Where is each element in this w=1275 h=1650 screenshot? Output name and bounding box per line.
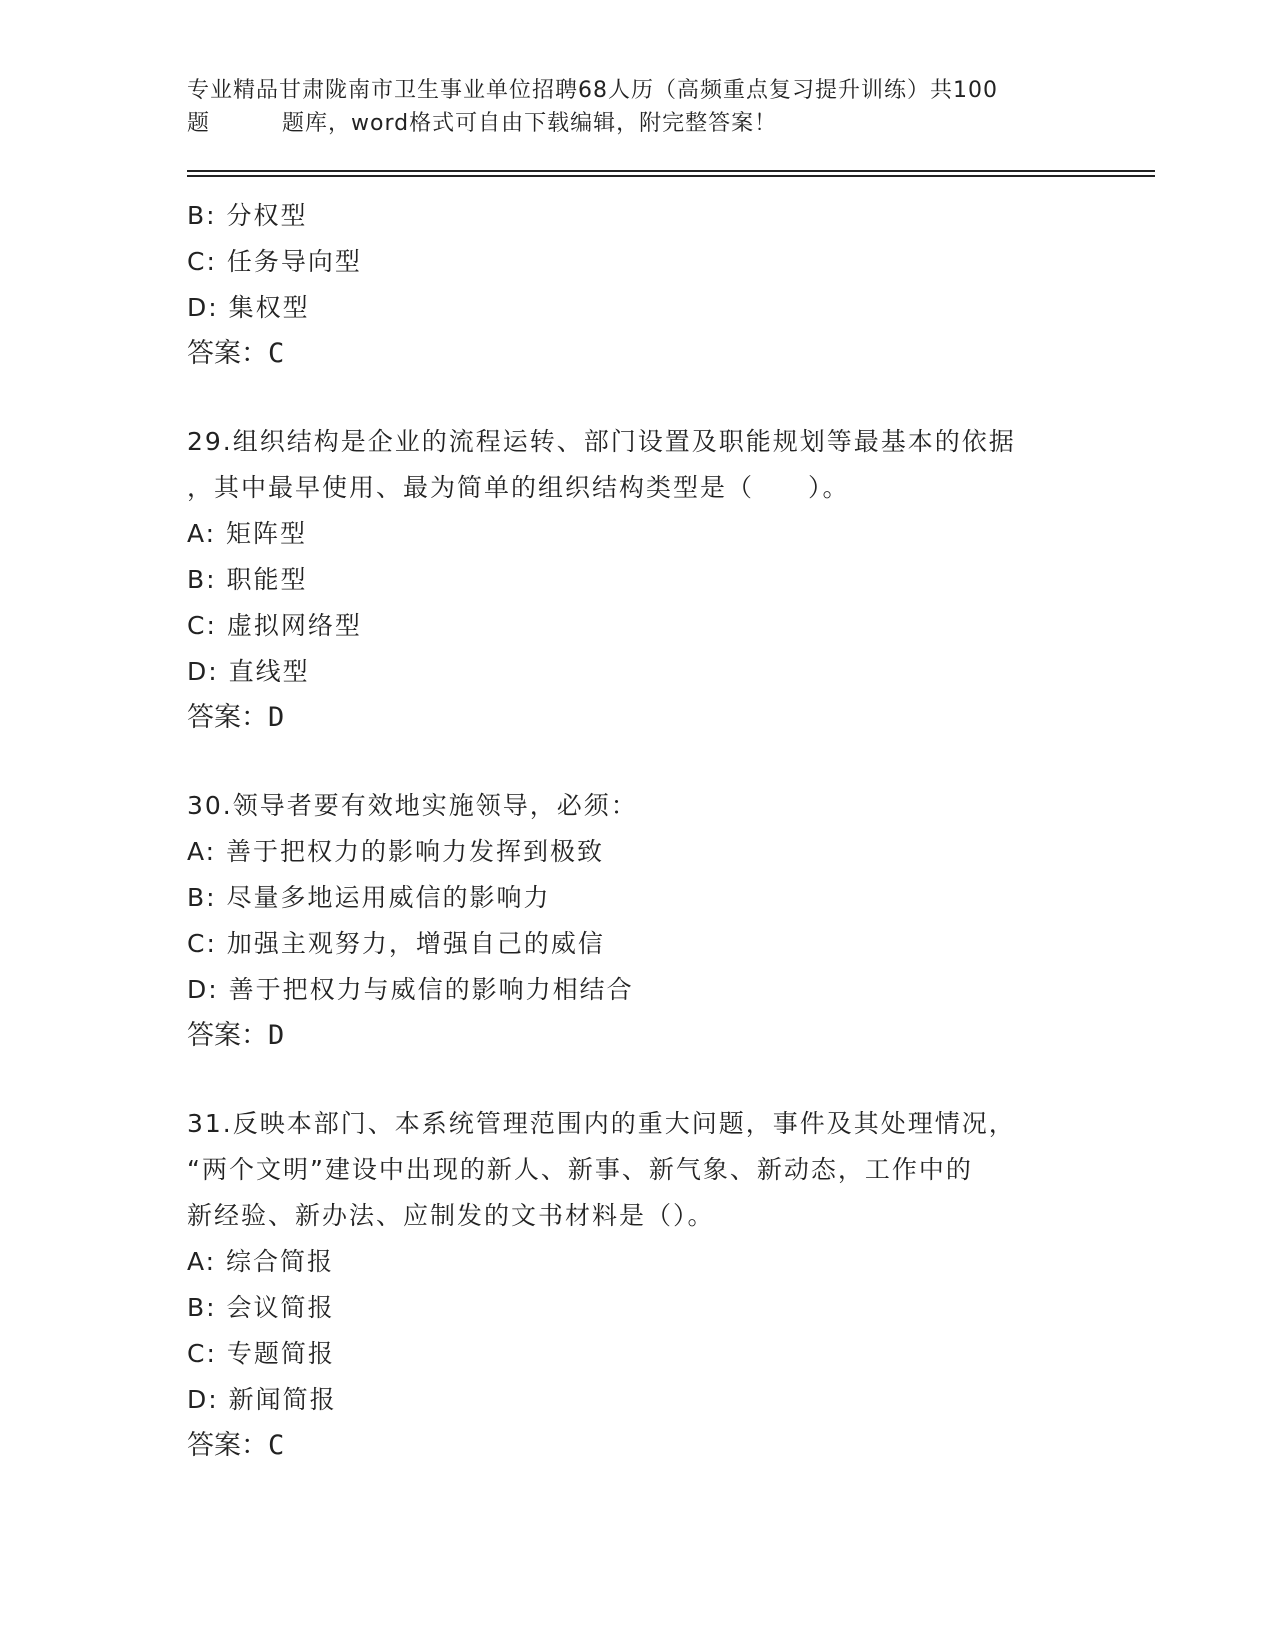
q29-stem-line-1: 29.组织结构是企业的流程运转、部门设置及职能规划等最基本的依据 — [187, 427, 1016, 456]
q30-stem-line-1: 30.领导者要有效地实施领导，必须： — [187, 791, 638, 820]
q31-option-b: B: 会议简报 — [187, 1293, 335, 1322]
q31-option-d: D: 新闻简报 — [187, 1385, 337, 1414]
q28-option-d: D: 集权型 — [187, 293, 310, 322]
q29-option-d: D: 直线型 — [187, 657, 310, 686]
header-line-2-prefix: 题 — [187, 111, 211, 136]
q30-option-b: B: 尽量多地运用威信的影响力 — [187, 883, 551, 912]
q31-stem-line-2: “两个文明”建设中出现的新人、新事、新气象、新动态，工作中的 — [187, 1155, 973, 1184]
header-line-1: 专业精品甘肃陇南市卫生事业单位招聘68人历（高频重点复习提升训练）共100 — [187, 78, 998, 103]
q28-answer: 答案：C — [187, 338, 285, 369]
q29-option-c: C: 虚拟网络型 — [187, 611, 362, 640]
q30-answer: 答案：D — [187, 1020, 285, 1051]
q28-option-b: B: 分权型 — [187, 201, 308, 230]
question-31 — [187, 1101, 1087, 1469]
q31-stem-line-1: 31.反映本部门、本系统管理范围内的重大问题，事件及其处理情况， — [187, 1109, 1016, 1138]
header-line-2 — [187, 107, 1087, 140]
q31-answer: 答案：C — [187, 1430, 285, 1461]
q28-option-c: C: 任务导向型 — [187, 247, 362, 276]
q31-option-a: A: 综合简报 — [187, 1247, 335, 1276]
q31-option-c: C: 专题简报 — [187, 1339, 335, 1368]
q31-stem-line-3: 新经验、新办法、应制发的文书材料是（）。 — [187, 1201, 715, 1230]
header-rule-top — [187, 170, 1155, 172]
document-header — [187, 74, 1087, 140]
q29-option-a: A: 矩阵型 — [187, 519, 308, 548]
q29-answer: 答案：D — [187, 702, 285, 733]
header-line-2-text: 题库，word格式可自由下载编辑，附完整答案！ — [282, 111, 778, 136]
question-28 — [187, 193, 1087, 377]
question-29 — [187, 419, 1087, 741]
q29-option-b: B: 职能型 — [187, 565, 308, 594]
q30-option-a: A: 善于把权力的影响力发挥到极致 — [187, 837, 605, 866]
q30-option-c: C: 加强主观努力，增强自己的威信 — [187, 929, 605, 958]
q29-stem-line-2: ，其中最早使用、最为简单的组织结构类型是（ ）。 — [187, 473, 850, 502]
q30-option-d: D: 善于把权力与威信的影响力相结合 — [187, 975, 634, 1004]
question-30 — [187, 783, 1087, 1059]
header-rule-bottom — [187, 175, 1155, 177]
question-content — [187, 193, 1087, 1469]
